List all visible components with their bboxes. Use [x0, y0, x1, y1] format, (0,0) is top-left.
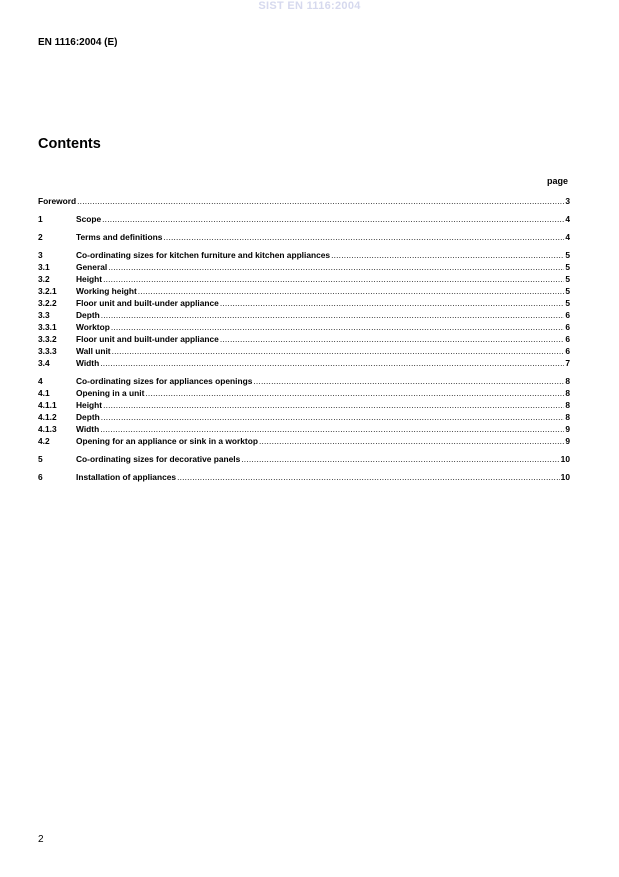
- dot-leader: [102, 213, 564, 225]
- dot-leader: [163, 231, 564, 243]
- toc-entry-number: 3.3.1: [38, 322, 57, 332]
- toc-entry-number: 2: [38, 232, 43, 242]
- toc-entry-page: 5: [565, 262, 570, 272]
- toc-entry-number: 3.1: [38, 262, 50, 272]
- toc-entry[interactable]: [38, 297, 570, 309]
- toc-entry-page: 8: [565, 376, 570, 386]
- toc-entry-page: 6: [565, 334, 570, 344]
- dot-leader: [259, 435, 564, 447]
- toc-entry-number: 4: [38, 376, 43, 386]
- toc-entry[interactable]: [38, 423, 570, 435]
- toc-entry-page: 5: [565, 250, 570, 260]
- dot-leader: [101, 309, 565, 321]
- toc-entry-page: 10: [560, 472, 570, 482]
- toc-entry-page: 6: [565, 346, 570, 356]
- toc-entry-number: 3.2.1: [38, 286, 57, 296]
- toc-entry[interactable]: [38, 309, 570, 321]
- toc-entry[interactable]: [38, 285, 570, 297]
- dot-leader: [100, 423, 564, 435]
- toc-entry-page: 8: [565, 412, 570, 422]
- dot-leader: [103, 399, 564, 411]
- toc-entry-title: Width: [76, 424, 100, 434]
- toc-entry[interactable]: [38, 453, 570, 465]
- toc-entry-title: Foreword: [38, 196, 77, 206]
- toc-entry-title: Floor unit and built-under appliance: [76, 334, 219, 344]
- toc-entry[interactable]: [38, 357, 570, 369]
- toc-entry-page: 10: [560, 454, 570, 464]
- dot-leader: [101, 411, 565, 423]
- toc-entry[interactable]: [38, 345, 570, 357]
- toc-entry-page: 4: [565, 232, 570, 242]
- toc-entry-page: 5: [565, 274, 570, 284]
- toc-entry-number: 3.2: [38, 274, 50, 284]
- contents-heading: Contents: [38, 136, 101, 152]
- document-id: EN 1116:2004 (E): [38, 37, 118, 48]
- dot-leader: [220, 333, 564, 345]
- toc-entry-page: 3: [565, 196, 570, 206]
- toc-entry-title: Floor unit and built-under appliance: [76, 298, 219, 308]
- toc-entry[interactable]: [38, 471, 570, 483]
- dot-leader: [241, 453, 559, 465]
- toc-entry-number: 4.1.3: [38, 424, 57, 434]
- toc-entry-title: Height: [76, 400, 103, 410]
- watermark: SIST EN 1116:2004: [258, 0, 361, 12]
- toc-entry[interactable]: [38, 387, 570, 399]
- toc-entry-number: 4.1.1: [38, 400, 57, 410]
- toc-entry-title: Height: [76, 274, 103, 284]
- toc-entry-number: 3.3.2: [38, 334, 57, 344]
- toc-entry[interactable]: [38, 411, 570, 423]
- toc-entry-title: Co-ordinating sizes for appliances openings: [76, 376, 253, 386]
- toc-entry[interactable]: [38, 273, 570, 285]
- toc-entry-number: 3.4: [38, 358, 50, 368]
- toc-entry-title: Scope: [76, 214, 102, 224]
- dot-leader: [112, 345, 565, 357]
- dot-leader: [108, 261, 564, 273]
- dot-leader: [103, 273, 564, 285]
- dot-leader: [253, 375, 564, 387]
- toc-entry[interactable]: [38, 213, 570, 225]
- dot-leader: [77, 195, 564, 207]
- toc-entry-number: 3: [38, 250, 43, 260]
- toc-entry-page: 9: [565, 424, 570, 434]
- toc-entry[interactable]: [38, 375, 570, 387]
- toc-entry-number: 6: [38, 472, 43, 482]
- dot-leader: [331, 249, 564, 261]
- toc-entry-page: 4: [565, 214, 570, 224]
- toc-entry-title: Wall unit: [76, 346, 111, 356]
- toc-entry-title: Depth: [76, 412, 100, 422]
- toc-entry-title: Terms and definitions: [76, 232, 163, 242]
- dot-leader: [220, 297, 564, 309]
- toc-entry[interactable]: [38, 435, 570, 447]
- toc-entry-title: General: [76, 262, 108, 272]
- dot-leader: [138, 285, 565, 297]
- table-of-contents: [38, 195, 570, 483]
- toc-entry-page: 7: [565, 358, 570, 368]
- toc-entry[interactable]: [38, 195, 570, 207]
- toc-entry-title: Width: [76, 358, 100, 368]
- toc-entry-title: Installation of appliances: [76, 472, 177, 482]
- page-number: 2: [38, 834, 44, 845]
- toc-entry-number: 4.2: [38, 436, 50, 446]
- toc-entry-page: 9: [565, 436, 570, 446]
- toc-entry[interactable]: [38, 321, 570, 333]
- dot-leader: [100, 357, 564, 369]
- dot-leader: [111, 321, 565, 333]
- toc-entry-number: 4.1: [38, 388, 50, 398]
- toc-entry-page: 5: [565, 286, 570, 296]
- dot-leader: [145, 387, 564, 399]
- toc-entry-number: 4.1.2: [38, 412, 57, 422]
- toc-entry[interactable]: [38, 261, 570, 273]
- toc-entry-page: 8: [565, 388, 570, 398]
- toc-entry-number: 3.3.3: [38, 346, 57, 356]
- toc-entry-title: Depth: [76, 310, 100, 320]
- toc-entry-number: 1: [38, 214, 43, 224]
- toc-entry[interactable]: [38, 249, 570, 261]
- toc-entry-title: Co-ordinating sizes for decorative panels: [76, 454, 241, 464]
- page-column-label: page: [546, 176, 568, 186]
- toc-entry-number: 3.3: [38, 310, 50, 320]
- toc-entry-page: 8: [565, 400, 570, 410]
- toc-entry-title: Opening in a unit: [76, 388, 145, 398]
- toc-entry-page: 6: [565, 310, 570, 320]
- dot-leader: [177, 471, 560, 483]
- toc-entry-page: 5: [565, 298, 570, 308]
- toc-entry-number: 3.2.2: [38, 298, 57, 308]
- toc-entry-title: Opening for an appliance or sink in a worktop: [76, 436, 258, 446]
- toc-entry[interactable]: [38, 333, 570, 345]
- toc-entry[interactable]: [38, 231, 570, 243]
- toc-entry-title: Worktop: [76, 322, 110, 332]
- toc-entry-page: 6: [565, 322, 570, 332]
- toc-entry[interactable]: [38, 399, 570, 411]
- toc-entry-title: Working height: [76, 286, 137, 296]
- toc-entry-number: 5: [38, 454, 43, 464]
- toc-entry-title: Co-ordinating sizes for kitchen furniture and kitchen appliances: [76, 250, 331, 260]
